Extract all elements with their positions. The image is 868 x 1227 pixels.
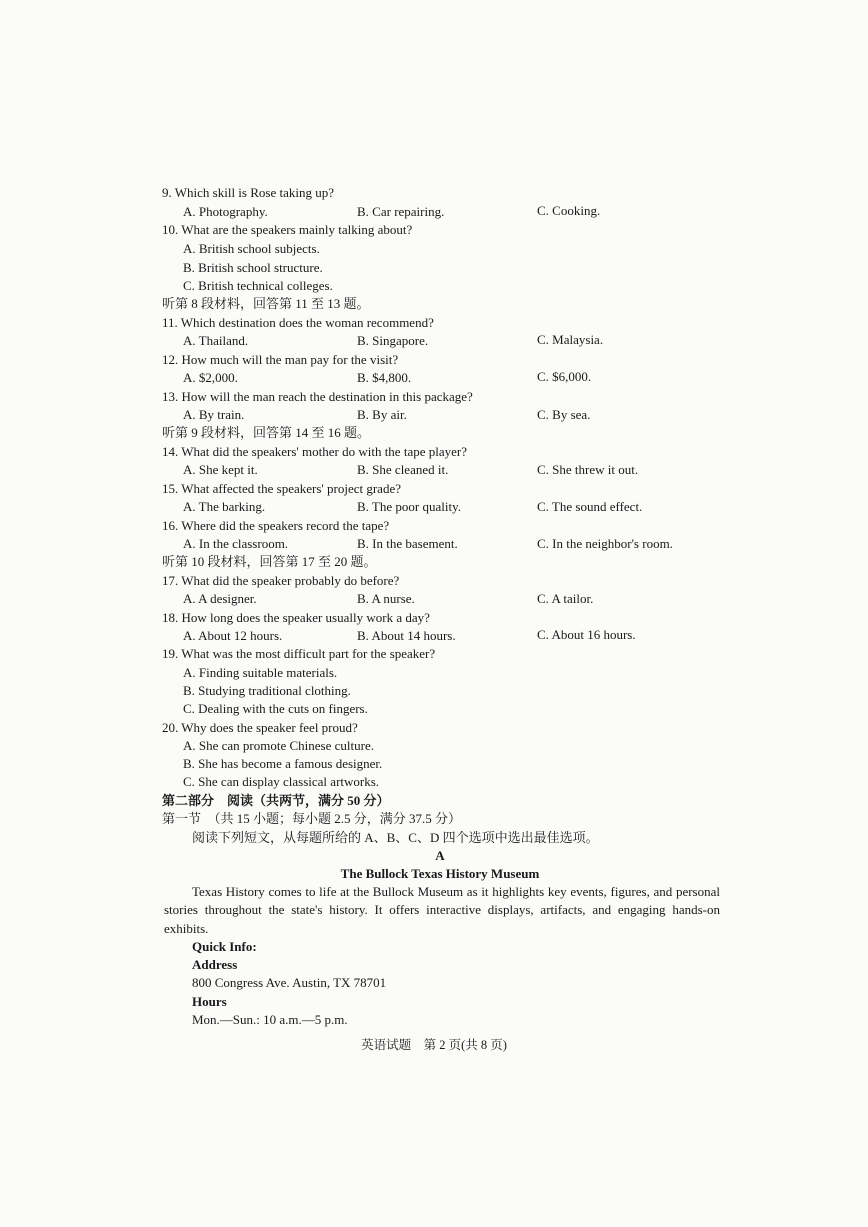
q10-option-a: A. British school subjects. (183, 241, 320, 256)
q15-option-c: C. The sound effect. (537, 499, 643, 514)
q11-option-a: A. Thailand. (183, 333, 249, 348)
q19-option-b: B. Studying traditional clothing. (183, 683, 351, 698)
q20-option-b: B. She has become a famous designer. (183, 756, 383, 771)
q9-option-b: B. Car repairing. (357, 204, 445, 219)
question-11: 11. Which destination does the woman recommend? (162, 315, 434, 330)
quick-info-label: Quick Info: (192, 939, 257, 954)
q14-option-b: B. She cleaned it. (357, 462, 449, 477)
q19-option-a: A. Finding suitable materials. (183, 665, 338, 680)
q10-option-c: C. British technical colleges. (183, 278, 333, 293)
q11-option-c: C. Malaysia. (537, 332, 604, 347)
section-1-title: 第一节 （共 15 小题；每小题 2.5 分，满分 37.5 分） (162, 811, 462, 826)
q10-option-b: B. British school structure. (183, 260, 323, 275)
page-footer: 英语试题 第 2 页(共 8 页) (361, 1038, 507, 1052)
q13-option-c: C. By sea. (537, 407, 591, 422)
q20-option-a: A. She can promote Chinese culture. (183, 738, 374, 753)
q15-option-a: A. The barking. (183, 499, 266, 514)
q11-option-b: B. Singapore. (357, 333, 429, 348)
q16-option-b: B. In the basement. (357, 536, 458, 551)
passage-letter: A (435, 848, 445, 863)
question-9: 9. Which skill is Rose taking up? (162, 185, 334, 200)
q9-option-a: A. Photography. (183, 204, 268, 219)
q19-option-c: C. Dealing with the cuts on fingers. (183, 701, 368, 716)
part-2-title: 第二部分 阅读（共两节，满分 50 分） (162, 793, 390, 808)
reading-instruction: 阅读下列短文，从每题所给的 A、B、C、D 四个选项中选出最佳选项。 (192, 830, 599, 845)
passage-title: The Bullock Texas History Museum (340, 866, 540, 881)
question-13: 13. How will the man reach the destination in this package? (162, 389, 473, 404)
q16-option-a: A. In the classroom. (183, 536, 289, 551)
material-8-instruction: 听第 8 段材料，回答第 11 至 13 题。 (162, 296, 370, 311)
question-20: 20. Why does the speaker feel proud? (162, 720, 358, 735)
question-16: 16. Where did the speakers record the tape? (162, 518, 390, 533)
q12-option-a: A. $2,000. (183, 370, 238, 385)
q16-option-c: C. In the neighbor's room. (537, 536, 673, 551)
address-text: 800 Congress Ave. Austin, TX 78701 (192, 975, 387, 990)
q13-option-b: B. By air. (357, 407, 407, 422)
q14-option-a: A. She kept it. (183, 462, 258, 477)
q9-option-c: C. Cooking. (537, 203, 601, 218)
q17-option-b: B. A nurse. (357, 591, 415, 606)
q18-option-a: A. About 12 hours. (183, 628, 283, 643)
q14-option-c: C. She threw it out. (537, 462, 639, 477)
q17-option-c: C. A tailor. (537, 591, 594, 606)
question-19: 19. What was the most difficult part for the speaker? (162, 646, 436, 661)
hours-label: Hours (192, 994, 227, 1009)
q12-option-b: B. $4,800. (357, 370, 412, 385)
question-10: 10. What are the speakers mainly talking about? (162, 222, 413, 237)
q20-option-c: C. She can display classical artworks. (183, 774, 380, 789)
question-12: 12. How much will the man pay for the visit? (162, 352, 399, 367)
q18-option-c: C. About 16 hours. (537, 627, 636, 642)
q15-option-b: B. The poor quality. (357, 499, 461, 514)
question-15: 15. What affected the speakers' project grade? (162, 481, 401, 496)
q12-option-c: C. $6,000. (537, 369, 592, 384)
material-9-instruction: 听第 9 段材料，回答第 14 至 16 题。 (162, 425, 371, 440)
question-17: 17. What did the speaker probably do before? (162, 573, 400, 588)
question-18: 18. How long does the speaker usually work a day? (162, 610, 430, 625)
passage-intro: Texas History comes to life at the Bullock Museum as it highlights key events, figures, and personal stories throughout the state's history. It offers interactive displays, artifacts, and engaging hands-on exhibits. (164, 884, 720, 936)
question-14: 14. What did the speakers' mother do with the tape player? (162, 444, 467, 459)
material-10-instruction: 听第 10 段材料，回答第 17 至 20 题。 (162, 554, 377, 569)
address-label: Address (192, 957, 238, 972)
q13-option-a: A. By train. (183, 407, 245, 422)
q17-option-a: A. A designer. (183, 591, 257, 606)
hours-text: Mon.—Sun.: 10 a.m.—5 p.m. (192, 1012, 348, 1027)
q18-option-b: B. About 14 hours. (357, 628, 456, 643)
